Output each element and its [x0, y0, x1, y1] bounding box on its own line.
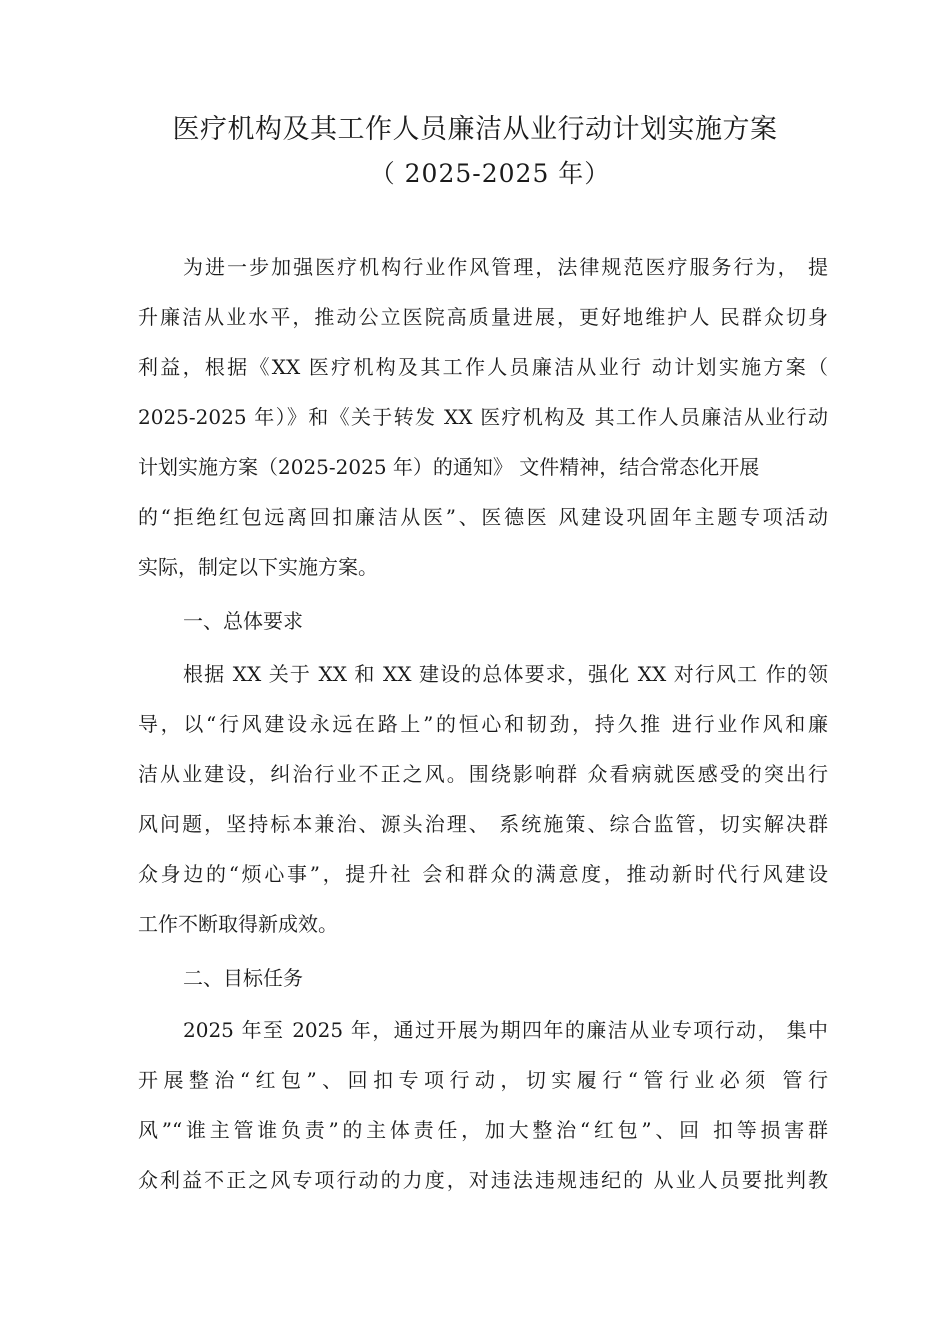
- section1-line: 导，以“行风建设永远在路上”的恒心和韧劲，持久推 进行业作风和廉: [138, 712, 828, 736]
- section1-line: 众身边的“烦心事”，提升社 会和群众的满意度，推动新时代行风建设: [138, 862, 828, 886]
- section1-line: 工作不断取得新成效。: [138, 912, 338, 936]
- section2-line: 风”“谁主管谁负责”的主体责任，加大整治“红包”、回 扣等损害群: [138, 1118, 828, 1142]
- section1-line: 风问题，坚持标本兼治、源头治理、 系统施策、综合监管，切实解决群: [138, 812, 828, 836]
- intro-line: 为进一步加强医疗机构行业作风管理，法律规范医疗服务行为， 提: [183, 255, 828, 279]
- section-heading-goals-tasks: 二、目标任务: [183, 966, 303, 990]
- section1-line: 根据 XX 关于 XX 和 XX 建设的总体要求，强化 XX 对行风工 作的领: [183, 662, 828, 686]
- document-title: 医疗机构及其工作人员廉洁从业行动计划实施方案: [172, 114, 778, 145]
- intro-line: 升廉洁从业水平，推动公立医院高质量进展，更好地维护人 民群众切身: [138, 305, 828, 329]
- intro-line: 计划实施方案（2025-2025 年）的通知》 文件精神，结合常态化开展: [138, 455, 760, 479]
- section-heading-general-requirements: 一、总体要求: [183, 609, 303, 633]
- intro-line: 实际，制定以下实施方案。: [138, 555, 378, 579]
- section2-line: 众利益不正之风专项行动的力度，对违法违规违纪的 从业人员要批判教: [138, 1168, 828, 1192]
- section1-line: 洁从业建设，纠治行业不正之风。围绕影响群 众看病就医感受的突出行: [138, 762, 828, 786]
- intro-line: 2025-2025 年）》和《关于转发 XX 医疗机构及 其工作人员廉洁从业行动: [138, 405, 828, 429]
- intro-line: 的“拒绝红包远离回扣廉洁从医”、医德医 风建设巩固年主题专项活动: [138, 505, 828, 529]
- section2-line: 开展整治“红包”、回扣专项行动，切实履行“管行业必须 管行: [138, 1068, 828, 1092]
- document-subtitle: （ 2025-2025 年）: [369, 159, 611, 188]
- section2-line: 2025 年至 2025 年，通过开展为期四年的廉洁从业专项行动， 集中: [183, 1018, 828, 1042]
- intro-line: 利益，根据《XX 医疗机构及其工作人员廉洁从业行 动计划实施方案（: [138, 355, 828, 379]
